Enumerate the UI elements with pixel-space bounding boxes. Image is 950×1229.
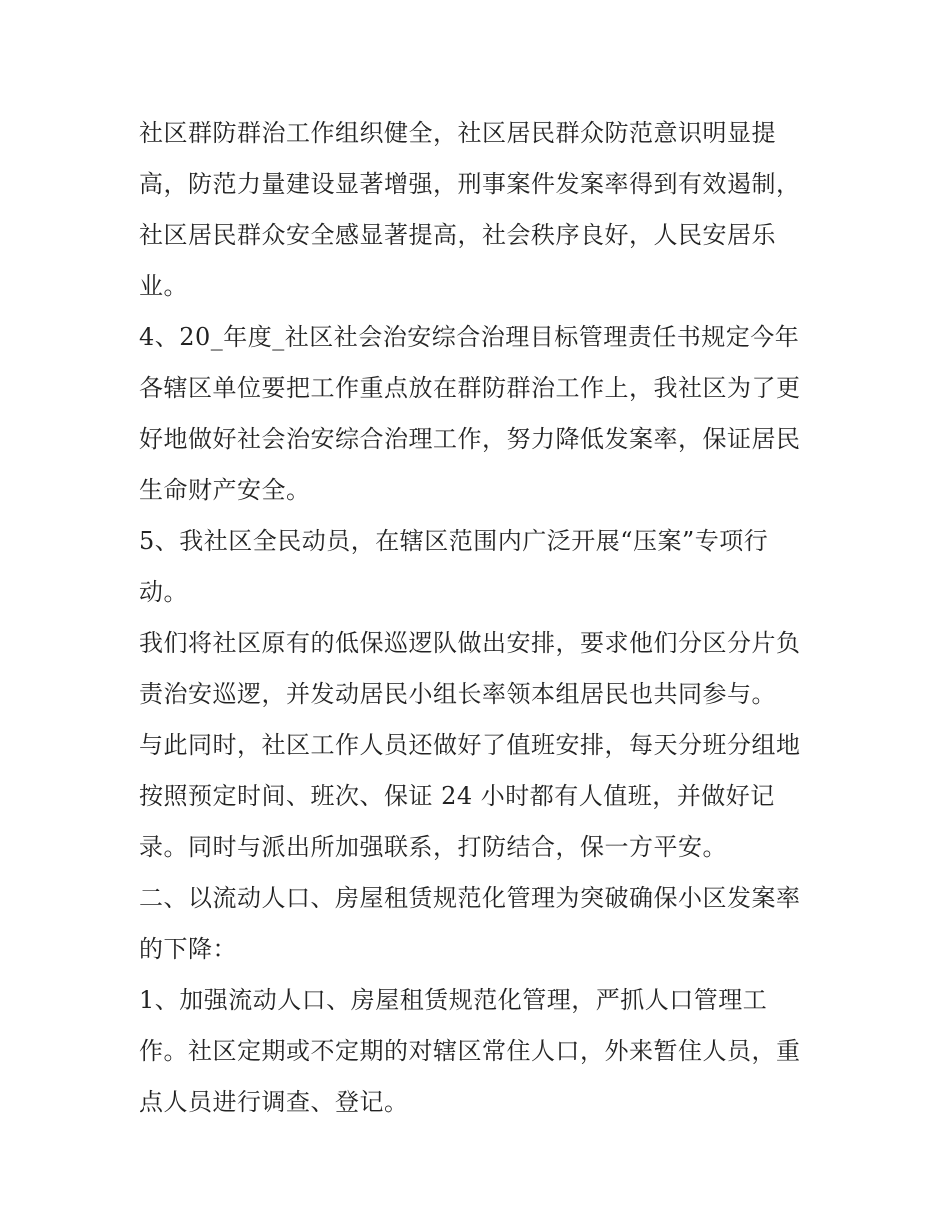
text-line: 作。社区定期或不定期的对辖区常住人口，外来暂住人员，重 <box>139 1037 801 1065</box>
text-line: 的下降： <box>139 935 237 963</box>
text-line: 业。 <box>139 272 188 300</box>
text-line: 5、我社区全民动员，在辖区范围内广泛开展“压案”专项行 <box>139 527 769 555</box>
text-line: 录。同时与派出所加强联系，打防结合，保一方平安。 <box>139 833 727 861</box>
text-line: 按照预定时间、班次、保证 24 小时都有人值班，并做好记 <box>139 782 775 810</box>
text-line: 责治安巡逻，并发动居民小组长率领本组居民也共同参与。 <box>139 680 776 708</box>
text-line: 点人员进行调查、登记。 <box>139 1088 409 1116</box>
document-body <box>139 108 829 1128</box>
text-line: 我们将社区原有的低保巡逻队做出安排，要求他们分区分片负 <box>139 629 801 657</box>
text-line: 与此同时，社区工作人员还做好了值班安排，每天分班分组地 <box>139 731 801 759</box>
text-line: 4、20_年度_社区社会治安综合治理目标管理责任书规定今年 <box>139 323 800 351</box>
text-line: 二、以流动人口、房屋租赁规范化管理为突破确保小区发案率 <box>139 884 801 912</box>
text-line: 社区群防群治工作组织健全，社区居民群众防范意识明显提 <box>139 119 776 147</box>
text-line: 1、加强流动人口、房屋租赁规范化管理，严抓人口管理工 <box>139 986 768 1014</box>
text-line: 各辖区单位要把工作重点放在群防群治工作上，我社区为了更 <box>139 374 801 402</box>
text-line: 生命财产安全。 <box>139 476 311 504</box>
text-line: 高，防范力量建设显著增强，刑事案件发案率得到有效遏制， <box>139 170 801 198</box>
text-line: 好地做好社会治安综合治理工作，努力降低发案率，保证居民 <box>139 425 801 453</box>
text-line: 动。 <box>139 578 188 606</box>
text-line: 社区居民群众安全感显著提高，社会秩序良好，人民安居乐 <box>139 221 776 249</box>
